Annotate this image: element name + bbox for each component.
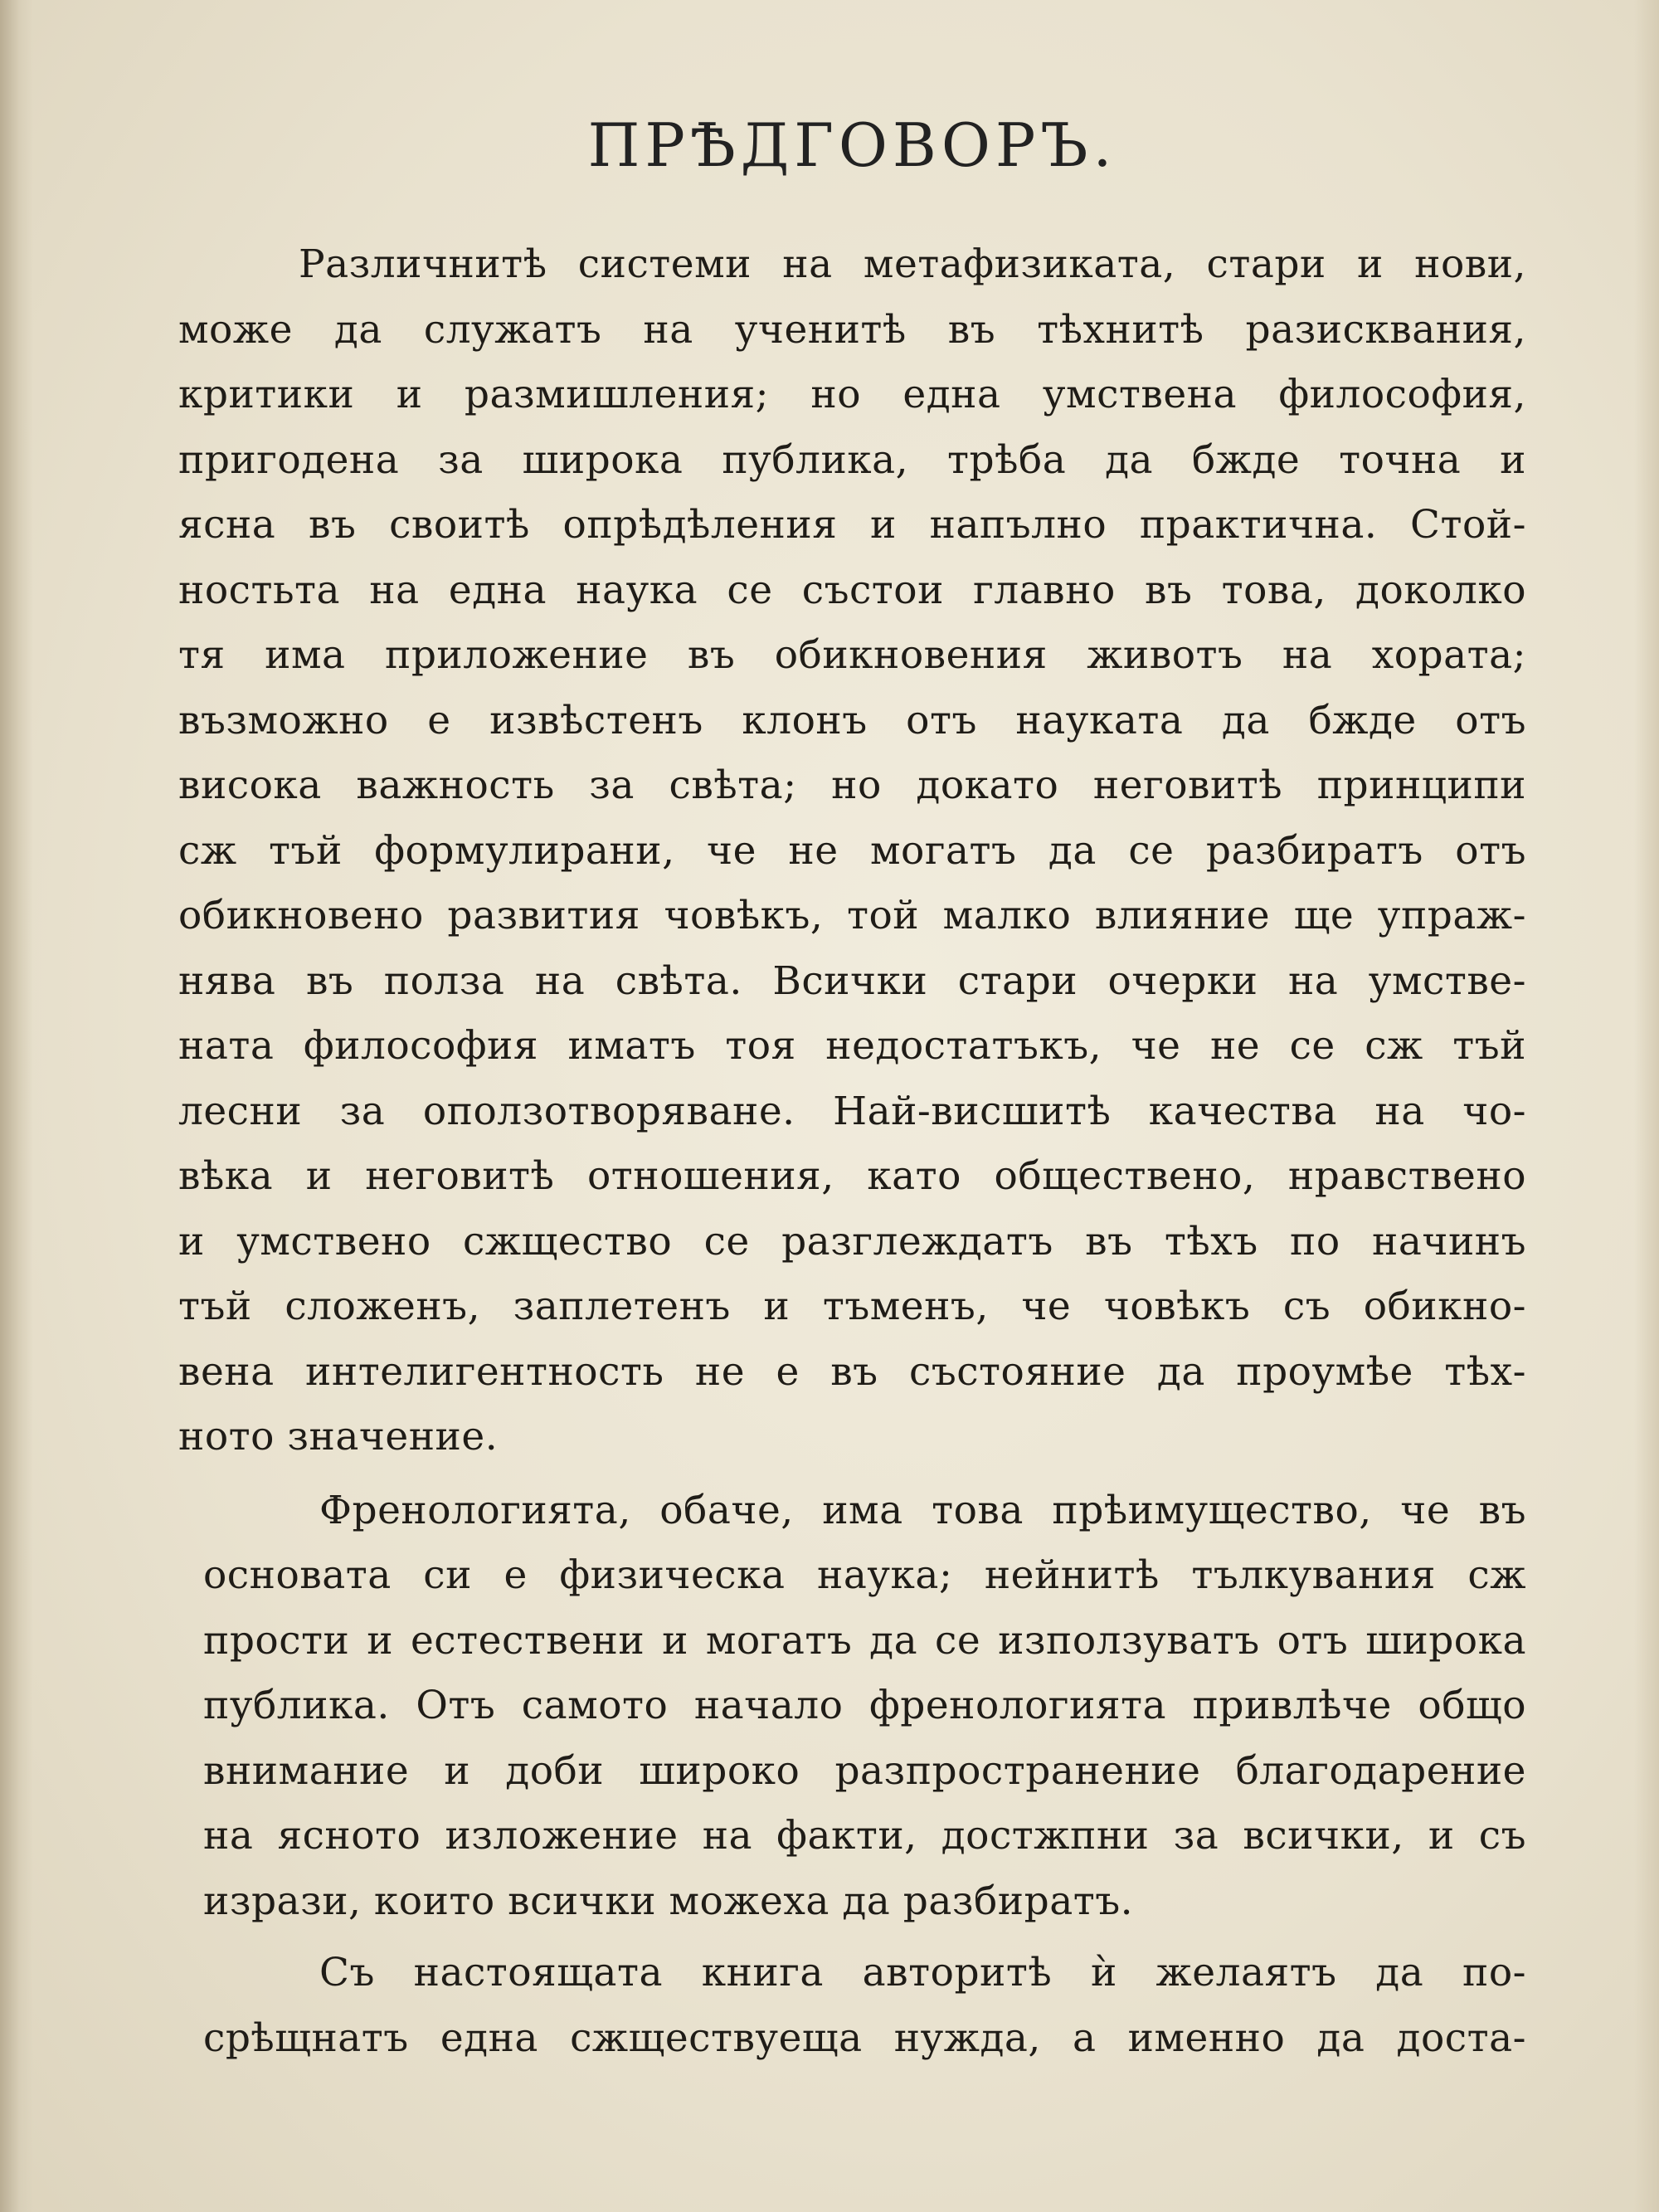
paragraph-3	[178, 1941, 1526, 2071]
text-line: ната философия иматъ тоя недостатъкъ, че не се сж тъй	[178, 1023, 1526, 1069]
paragraph-2	[178, 1479, 1526, 1935]
text-line: сж тъй формулирани, че не могатъ да се разбиратъ отъ	[178, 827, 1526, 874]
text-line: на ясното изложение на факти, достжпни за всички, и съ	[203, 1813, 1526, 1859]
text-line: ното значение.	[178, 1414, 499, 1459]
page-edge-shading	[1634, 0, 1659, 2212]
paragraph-1	[178, 232, 1526, 1470]
text-line: изрази, които всички можеха да разбиратъ.	[203, 1878, 1134, 1924]
text-line: ностьта на една наука се състои главно въ това, доколко	[178, 567, 1526, 613]
text-line: тъй сложенъ, заплетенъ и тъменъ, че човѣкъ съ обикно-	[178, 1284, 1526, 1329]
text-line: критики и размишления; но една умствена философия,	[178, 372, 1526, 417]
text-line: може да служатъ на ученитѣ въ тѣхнитѣ разисквания,	[178, 306, 1526, 353]
text-line: Различнитѣ системи на метафизиката, стари и нови,	[299, 241, 1526, 287]
page-text-block	[178, 100, 1526, 2071]
text-line: Френологията, обаче, има това прѣимущество, че въ	[319, 1487, 1526, 1533]
text-line: Съ настоящата книга авторитѣ ѝ желаятъ да по-	[319, 1950, 1526, 1995]
text-line: вена интелигентность не е въ състояние да проумѣе тѣх-	[178, 1348, 1526, 1395]
text-line: прости и естествени и могатъ да се използуватъ отъ широка	[203, 1617, 1526, 1664]
text-line: срѣщнатъ една сжществуеща нужда, а именно да доста-	[203, 2015, 1526, 2061]
text-line: вѣка и неговитѣ отношения, като обществено, нравствено	[178, 1153, 1526, 1199]
page-title: ПРѢДГОВОРЪ.	[587, 110, 1117, 180]
text-line: публика. Отъ самото начало френологията привлѣче общо	[203, 1683, 1526, 1728]
text-line: лесни за оползотворяване. Най-висшитѣ качества на чо-	[178, 1088, 1526, 1134]
text-line: основата си е физическа наука; нейнитѣ тълкувания сж	[203, 1552, 1526, 1598]
text-line: внимание и доби широко разпространение благодарение	[203, 1747, 1526, 1794]
text-line: тя има приложение въ обикновения животъ на хората;	[178, 632, 1526, 678]
text-line: обикновено развития човѣкъ, той малко влияние ще упраж-	[178, 893, 1526, 938]
text-line: пригодена за широка публика, трѣба да бжде точна и	[178, 436, 1526, 483]
text-line: висока важность за свѣта; но докато неговитѣ принципи	[178, 763, 1526, 808]
text-line: нява въ полза на свѣта. Всички стари очерки на умстве-	[178, 957, 1526, 1004]
text-line: и умствено сжщество се разглеждатъ въ тѣхъ по начинъ	[178, 1218, 1526, 1264]
text-line: ясна въ своитѣ опрѣдѣления и напълно практична. Стой-	[178, 502, 1526, 548]
page-gutter-shadow	[0, 0, 33, 2212]
text-line: възможно е извѣстенъ клонъ отъ науката да бжде отъ	[178, 697, 1526, 743]
